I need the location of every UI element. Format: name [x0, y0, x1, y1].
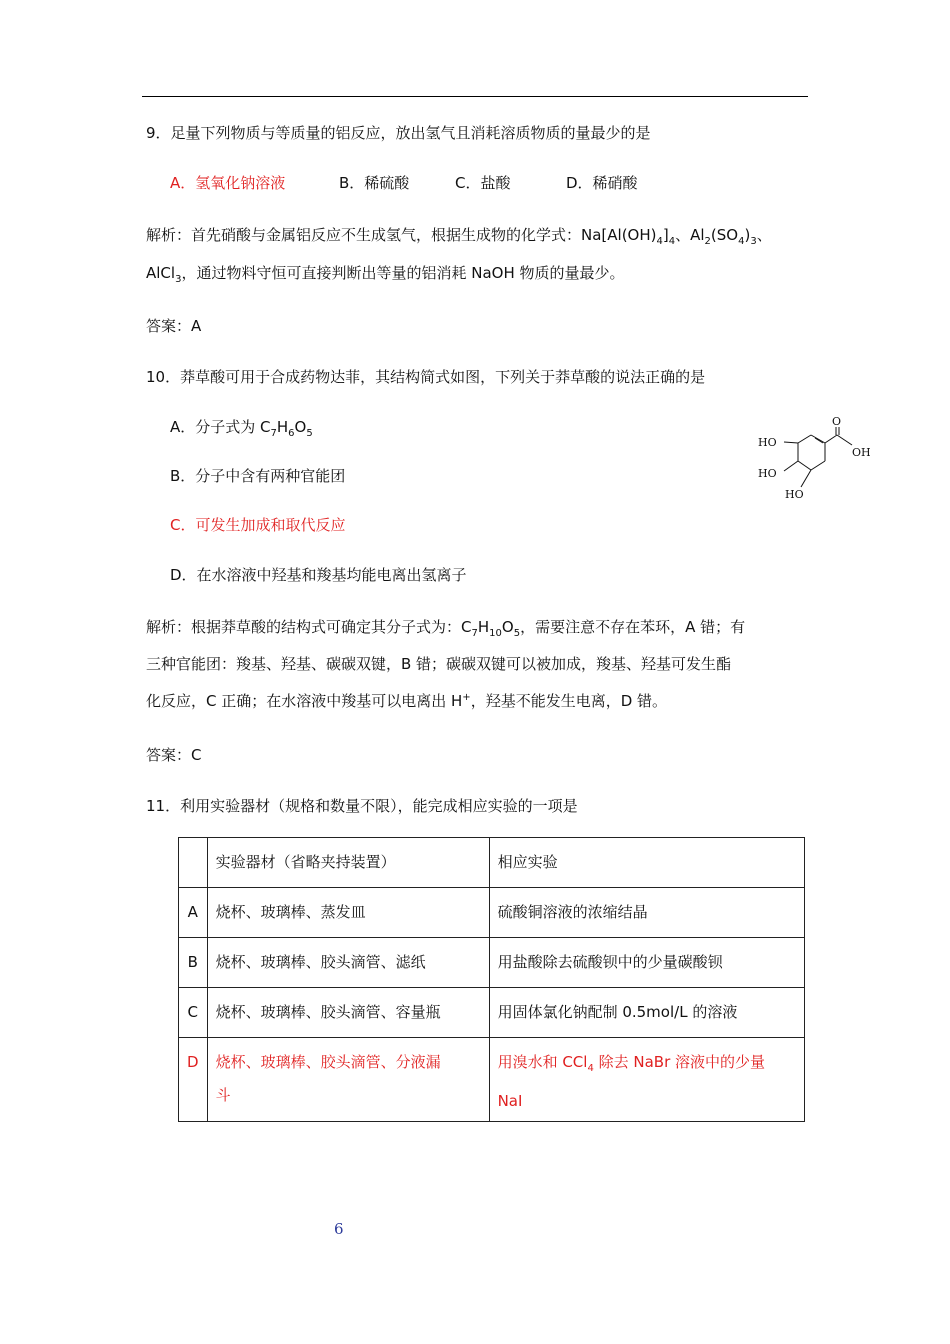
q10-analysis-line2: 三种官能团：羧基、羟基、碳碳双键，B 错；碳碳双键可以被加成，羧基、羟基可发生酯: [146, 655, 732, 673]
mol-label-o: O: [832, 415, 842, 428]
mol-label-oh: OH: [852, 446, 871, 459]
table-header-cell: 相应实验: [489, 838, 804, 888]
table-row-answer: [179, 1038, 805, 1122]
q9-answer: 答案：A: [146, 317, 202, 335]
experiment-cell: 用溴水和 CCl$_4$ 除去 NaBr 溶液中的少量 NaI: [489, 1038, 804, 1122]
table-header-cell: [179, 838, 208, 888]
equipment-cell: 烧杯、玻璃棒、胶头滴管、分液漏 斗: [207, 1038, 489, 1122]
mol-label-ho-bottom: HO: [785, 488, 804, 501]
row-label: B: [179, 938, 208, 988]
equipment-cell: 烧杯、玻璃棒、蒸发皿: [207, 888, 489, 938]
q10-analysis-line3: 化反应，C 正确；在水溶液中羧基可以电离出 H+，羟基不能发生电离，D 错。: [146, 692, 668, 710]
q10-option-c: C．可发生加成和取代反应: [170, 516, 346, 534]
table-row: [179, 938, 805, 988]
experiment-table: [178, 837, 805, 1122]
q10-option-d: D．在水溶液中羟基和羧基均能电离出氢离子: [170, 566, 467, 584]
row-label: C: [179, 988, 208, 1038]
table-header-row: [179, 838, 805, 888]
table-row: [179, 888, 805, 938]
mol-label-ho-mid: HO: [758, 467, 777, 480]
q9-option-c: C．盐酸: [455, 174, 511, 192]
mol-label-ho-top: HO: [758, 436, 777, 449]
q10-option-b: B．分子中含有两种官能团: [170, 467, 346, 485]
q9-stem: 9．足量下列物质与等质量的铝反应，放出氢气且消耗溶质物质的量最少的是: [146, 124, 651, 142]
row-label: A: [179, 888, 208, 938]
experiment-cell: 用固体氯化钠配制 0.5mol/L 的溶液: [489, 988, 804, 1038]
q9-analysis-line2: AlCl$_3$，通过物料守恒可直接判断出等量的铝消耗 NaOH 物质的量最少。: [146, 264, 625, 285]
q10-answer: 答案：C: [146, 746, 202, 764]
equipment-cell: 烧杯、玻璃棒、胶头滴管、滤纸: [207, 938, 489, 988]
header-rule: [142, 96, 808, 97]
q10-stem: 10．莽草酸可用于合成药物达菲，其结构简式如图，下列关于莽草酸的说法正确的是: [146, 368, 706, 386]
table-header-cell: 实验器材（省略夹持装置）: [207, 838, 489, 888]
q10-analysis-line1: 解析：根据莽草酸的结构式可确定其分子式为：$C_7H_{10}O_5$，需要注意不存在苯环，A 错；有: [146, 618, 746, 639]
q9-analysis-line1: 解析：首先硝酸与金属铝反应不生成氢气，根据生成物的化学式：$Na[Al(OH)_4]_4$、$Al_2(SO_4)_3$、: [146, 226, 772, 247]
experiment-cell: 硫酸铜溶液的浓缩结晶: [489, 888, 804, 938]
q9-option-d: D．稀硝酸: [566, 174, 638, 192]
q10-option-a: A．分子式为 $C_7H_6O_5$: [170, 418, 313, 439]
shikimic-acid-structure: [750, 415, 880, 510]
table-row: [179, 988, 805, 1038]
equipment-cell: 烧杯、玻璃棒、胶头滴管、容量瓶: [207, 988, 489, 1038]
q9-option-a: A．氢氧化钠溶液: [170, 174, 286, 192]
q9-option-b: B．稀硫酸: [339, 174, 410, 192]
q11-stem: 11．利用实验器材（规格和数量不限），能完成相应实验的一项是: [146, 797, 578, 815]
experiment-cell: 用盐酸除去硫酸钡中的少量碳酸钡: [489, 938, 804, 988]
page-number: 6: [334, 1220, 344, 1238]
row-label: D: [179, 1038, 208, 1122]
